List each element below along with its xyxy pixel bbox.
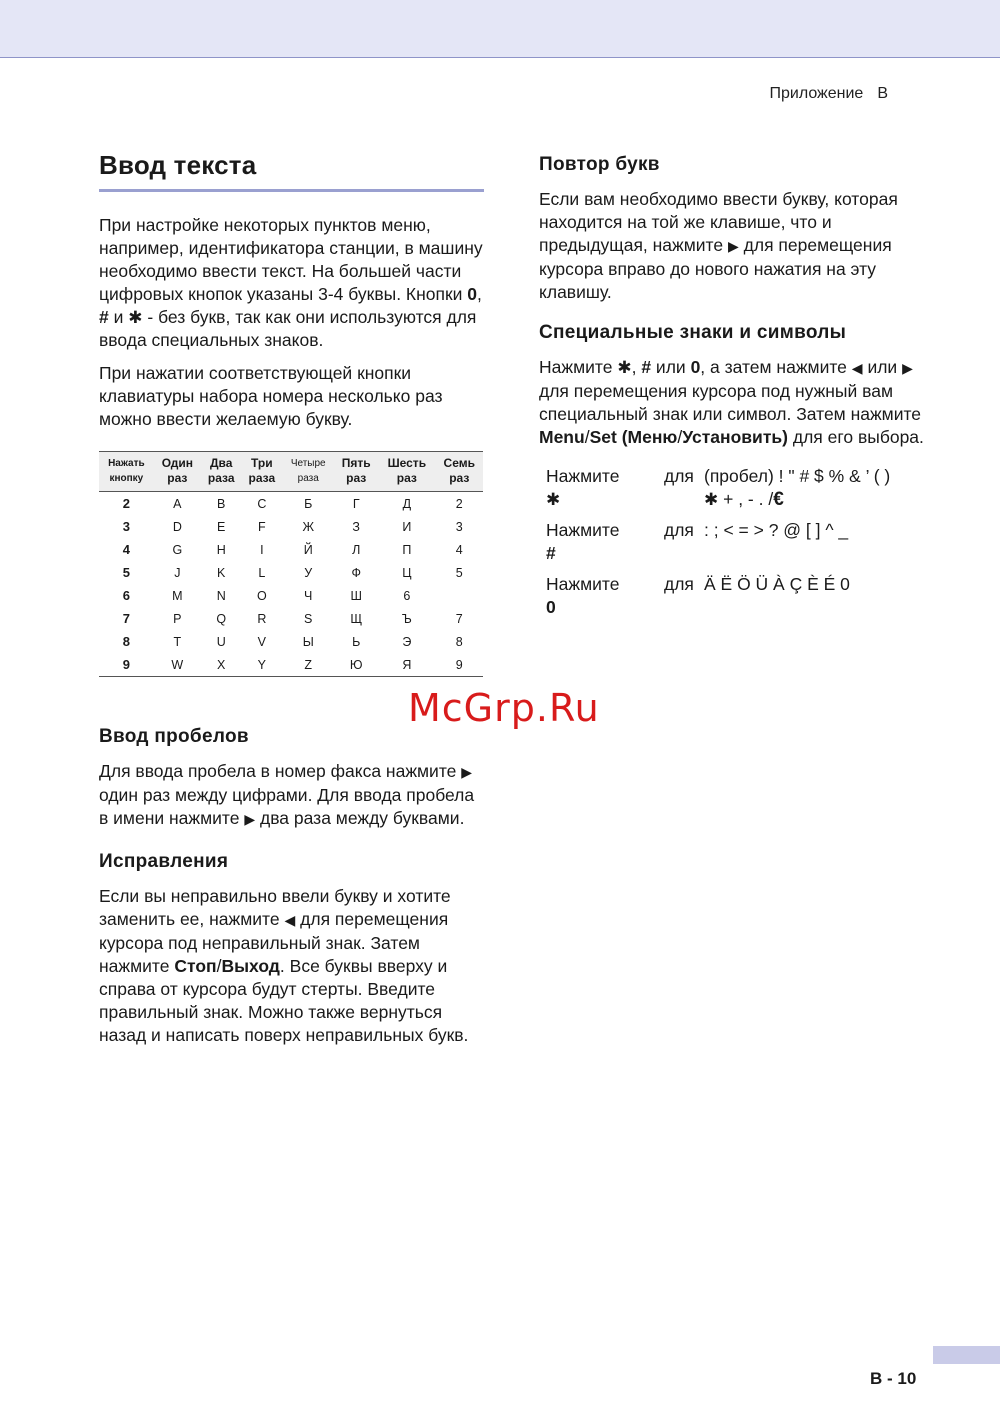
letter-cell: Ж — [302, 519, 314, 534]
symbols-row: Нажмите ✱ для (пробел) ! " # $ % & ’ ( ) ✱ + , - . /€ — [546, 466, 891, 510]
letter-cell: P — [173, 611, 182, 626]
key-zero: 0 — [546, 597, 556, 617]
key-hash: # — [546, 543, 556, 563]
symbols-table — [546, 465, 890, 627]
letter-cell: Ю — [334, 653, 378, 677]
letter-cell: Э — [402, 634, 412, 649]
key-hash: # — [99, 307, 109, 327]
letter-cell: Л — [352, 542, 361, 557]
key-cell: 5 — [122, 565, 130, 580]
key-hash: # — [641, 357, 652, 377]
symbols-row: Нажмите 0 для Ä Ë Ö Ü À Ç È É 0 — [546, 574, 850, 617]
letter-cell: F — [258, 519, 266, 534]
letter-cell: И — [402, 519, 412, 534]
letter-cell: Ы — [302, 634, 314, 649]
key-letter-table — [99, 451, 483, 677]
letter-cell: 8 — [455, 634, 463, 649]
letter-cell: Ъ — [401, 611, 412, 626]
letter-cell: X — [201, 653, 242, 677]
letter-cell: 7 — [455, 611, 463, 626]
letter-cell: 2 — [455, 496, 463, 511]
letter-cell: E — [217, 519, 226, 534]
right-arrow-icon: ▶ — [902, 360, 913, 376]
left-arrow-icon: ◀ — [284, 912, 296, 928]
table-header: Пять раз — [334, 452, 378, 492]
right-arrow-icon: ▶ — [461, 764, 473, 780]
comma: , — [477, 284, 482, 304]
star-icon: ✱ — [546, 490, 561, 509]
letter-cell: Ь — [352, 634, 361, 649]
table-row — [99, 538, 483, 561]
table-header: Два раза — [201, 452, 242, 492]
letter-cell: Ц — [402, 565, 412, 580]
letter-cell: Ф — [351, 565, 361, 580]
table-header: Шесть раз — [378, 452, 435, 492]
letter-cell: D — [172, 519, 182, 534]
letter-cell: M — [172, 588, 183, 603]
letter-cell: 3 — [455, 519, 463, 534]
key-cell: 3 — [122, 519, 130, 534]
letter-cell: V — [257, 634, 266, 649]
footer-band — [933, 1346, 1000, 1364]
intro-text-end: - без букв, так как они используются для ввода специальных знаков. — [99, 307, 477, 350]
letter-cell: S — [304, 611, 313, 626]
letter-cell: I — [260, 542, 264, 557]
spaces-heading: Ввод пробелов — [99, 726, 249, 747]
letter-cell: Y — [242, 653, 283, 677]
letter-cell: C — [257, 496, 267, 511]
special-paragraph: Нажмите ✱, # или 0, а затем нажмите ◀ или ▶ для перемещения курсора под нужный вам специальный знак или символ. Затем нажмите Menu/Set (Меню/Установить) для его выбора. — [539, 357, 924, 447]
right-arrow-icon: ▶ — [244, 811, 256, 827]
letter-cell: K — [217, 565, 226, 580]
letter-cell: N — [216, 588, 226, 603]
repeat-heading: Повтор букв — [539, 154, 660, 175]
letter-cell: 4 — [455, 542, 463, 557]
table-row — [99, 515, 483, 538]
letter-cell: A — [173, 496, 182, 511]
letter-cell: O — [256, 588, 267, 603]
table-row — [99, 584, 483, 607]
star-icon: ✱ — [128, 308, 143, 327]
watermark: McGrp.Ru — [408, 686, 600, 730]
table-header: Нажать кнопку — [99, 452, 154, 492]
key-zero: 0 — [467, 284, 478, 304]
letter-cell: 9 — [436, 653, 483, 677]
key-zero: 0 — [690, 357, 701, 377]
right-arrow-icon: ▶ — [727, 238, 739, 254]
letter-cell: П — [402, 542, 412, 557]
section-letter: B — [877, 85, 888, 102]
letter-cell: R — [257, 611, 267, 626]
table-row — [99, 561, 483, 584]
spaces-paragraph: Для ввода пробела в номер факса нажмите ▶ один раз между цифрами. Для ввода пробела в имени нажмите ▶ два раза между буквами. — [99, 761, 475, 828]
stop-key: Стоп — [174, 956, 217, 976]
star-icon: ✱ — [617, 358, 632, 377]
table-header: Семь раз — [436, 452, 483, 492]
intro-paragraph — [99, 214, 484, 352]
letter-cell: 5 — [455, 565, 463, 580]
table-row — [99, 630, 483, 653]
letter-cell: Q — [216, 611, 227, 626]
letter-cell: Г — [352, 496, 360, 511]
letter-cell: 6 — [403, 588, 411, 603]
letter-cell: B — [217, 496, 226, 511]
running-head — [769, 85, 888, 103]
key-cell: 9 — [99, 653, 154, 677]
letter-cell: J — [174, 565, 181, 580]
table-row — [99, 653, 483, 677]
letter-cell: Й — [303, 542, 313, 557]
letter-cell: Д — [402, 496, 412, 511]
top-band — [0, 0, 1000, 58]
letter-cell: L — [258, 565, 266, 580]
table-row — [99, 492, 483, 516]
letter-cell: H — [216, 542, 226, 557]
letter-cell: W — [154, 653, 201, 677]
section-name: Приложение — [769, 85, 864, 102]
star-icon: ✱ — [704, 490, 719, 509]
repeat-paragraph: Если вам необходимо ввести букву, которая находится на той же клавише, что и предыдущая, нажмите ▶ для перемещения курсора вправо до нового нажатия на эту клавишу. — [539, 189, 898, 302]
right-column — [539, 154, 924, 627]
table-header-row — [99, 452, 483, 492]
intro-paragraph-2: При нажатии соответствующей кнопки клавиатуры набора номера несколько раз можно ввести желаемую букву. — [99, 363, 443, 429]
letter-cell: Щ — [350, 611, 363, 626]
letter-cell: Z — [282, 653, 334, 677]
letter-cell: T — [173, 634, 182, 649]
letter-cell: У — [304, 565, 313, 580]
letter-cell: Ш — [350, 588, 362, 603]
letter-cell: Ч — [304, 588, 313, 603]
letter-cell: Я — [378, 653, 435, 677]
key-cell: 7 — [122, 611, 130, 626]
letter-cell: U — [216, 634, 226, 649]
symbols-row: Нажмите # для : ; < = > ? @ [ ] ^ _ — [546, 520, 849, 563]
page-title: Ввод текста — [99, 150, 484, 192]
left-column — [99, 150, 484, 1057]
table-row — [99, 607, 483, 630]
table-header: Один раз — [154, 452, 201, 492]
table-header: Четыре раза — [282, 452, 334, 492]
corrections-heading: Исправления — [99, 851, 229, 872]
table-header: Три раза — [242, 452, 283, 492]
intro-text: При настройке некоторых пунктов меню, например, идентификатора станции, в машину необходимо ввести текст. На большей части цифровых кнопок указаны 3-4 буквы. Кнопки — [99, 215, 483, 304]
euro-symbol: € — [773, 489, 784, 510]
and-word: и — [113, 307, 124, 327]
key-cell: 2 — [122, 496, 130, 511]
key-cell: 6 — [122, 588, 130, 603]
left-arrow-icon: ◀ — [851, 360, 863, 376]
key-cell: 4 — [122, 542, 130, 557]
letter-cell: З — [352, 519, 360, 534]
letter-cell — [436, 584, 483, 607]
letter-cell: G — [172, 542, 183, 557]
special-heading: Специальные знаки и символы — [539, 322, 847, 343]
corrections-paragraph: Если вы неправильно ввели букву и хотите заменить ее, нажмите ◀ для перемещения курсора под неправильный знак. Затем нажмите Стоп/Выход. Все буквы вверху и справа от курсора будут стерты. Введите правильный знак. Можно также вернуться назад и написать поверх неправильных букв. — [99, 886, 469, 1045]
key-cell: 8 — [122, 634, 130, 649]
exit-key: Выход — [221, 956, 280, 976]
letter-cell: Б — [304, 496, 313, 511]
page-number: B - 10 — [870, 1369, 917, 1388]
